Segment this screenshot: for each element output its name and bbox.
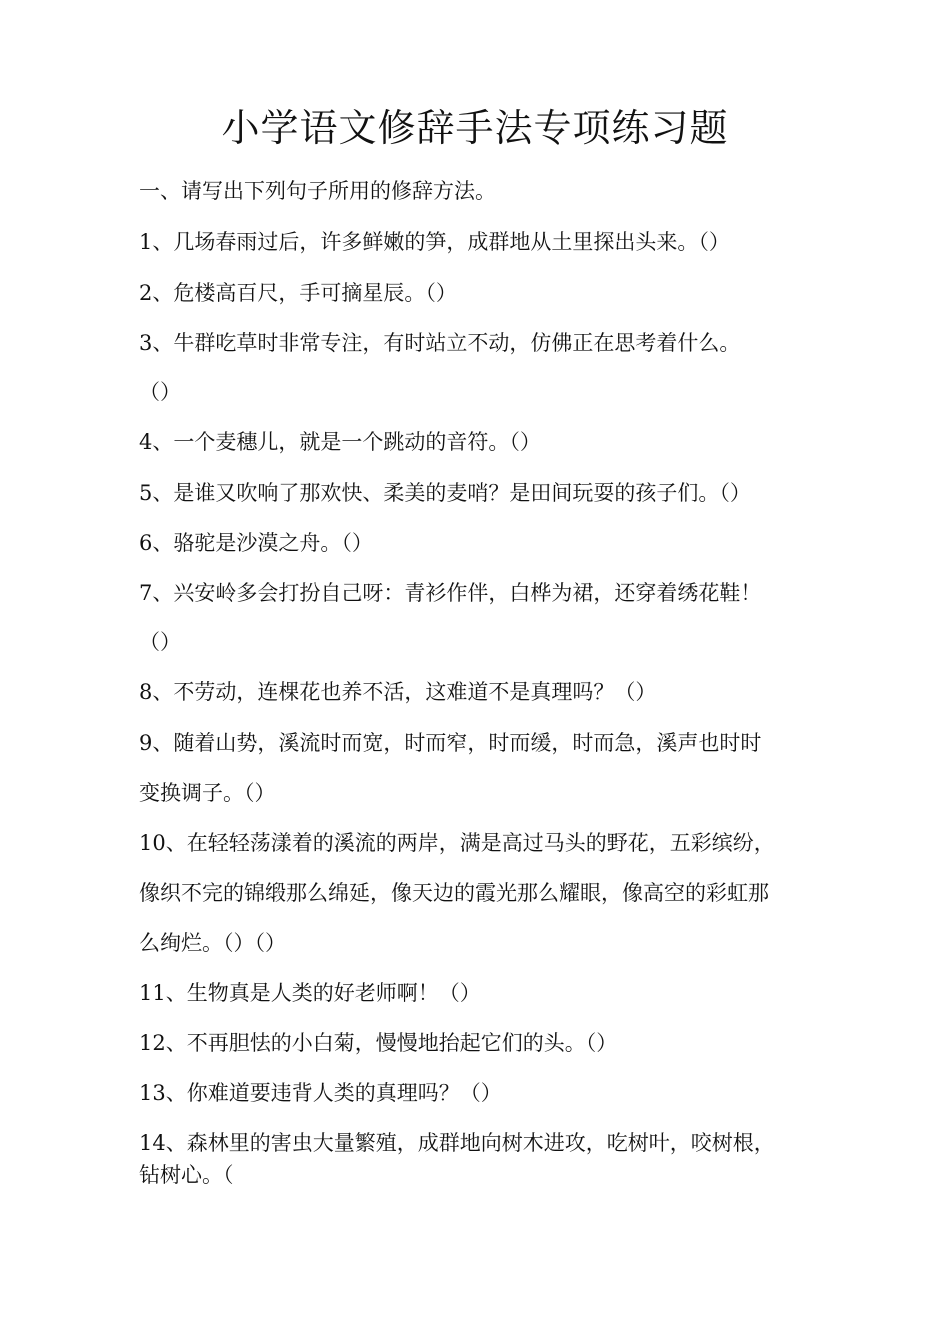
question-12-line: 12、不再胆怯的小白菊，慢慢地抬起它们的头。（） — [139, 1031, 618, 1055]
question-7-answer-blank: （） — [139, 630, 181, 654]
question-9-line: 9、随着山势，溪流时而宽，时而窄，时而缓，时而急，溪声也时时 — [139, 731, 762, 755]
question-10-line: 10、在轻轻荡漾着的溪流的两岸，满是高过马头的野花，五彩缤纷， — [139, 831, 775, 855]
page-title: 小学语文修辞手法专项练习题 — [221, 106, 729, 150]
question-8-line: 8、不劳动，连棵花也养不活，这难道不是真理吗？（） — [139, 680, 657, 704]
question-9-continuation: 变换调子。（） — [139, 781, 276, 805]
question-4-line: 4、一个麦穗儿，就是一个跳动的音符。（） — [139, 430, 541, 454]
question-2-line: 2、危楼高百尺，手可摘星辰。（） — [139, 281, 457, 305]
question-14-line: 14、森林里的害虫大量繁殖，成群地向树木进攻，吃树叶，咬树根， — [139, 1131, 775, 1155]
question-14-continuation: 钻树心。（ — [139, 1163, 234, 1187]
question-3-answer-blank: （） — [139, 380, 181, 404]
question-1-line: 1、几场春雨过后，许多鲜嫩的笋，成群地从土里探出头来。（） — [139, 230, 730, 254]
question-7-line: 7、兴安岭多会打扮自己呀：青衫作伴，白桦为裙，还穿着绣花鞋！ — [139, 581, 762, 605]
question-11-line: 11、生物真是人类的好老师啊！（） — [139, 981, 481, 1005]
question-13-line: 13、你难道要违背人类的真理吗？（） — [139, 1081, 502, 1105]
question-10-continuation-2: 么绚烂。（）（） — [139, 931, 286, 955]
section-heading: 一、请写出下列句子所用的修辞方法。 — [139, 179, 496, 203]
question-5-line: 5、是谁又吹响了那欢快、柔美的麦哨？是田间玩耍的孩子们。（） — [139, 481, 751, 505]
question-10-continuation: 像织不完的锦缎那么绵延，像天边的霞光那么耀眼，像高空的彩虹那 — [139, 881, 769, 905]
question-3-line: 3、牛群吃草时非常专注，有时站立不动，仿佛正在思考着什么。 — [139, 331, 741, 355]
question-6-line: 6、骆驼是沙漠之舟。（） — [139, 531, 373, 555]
